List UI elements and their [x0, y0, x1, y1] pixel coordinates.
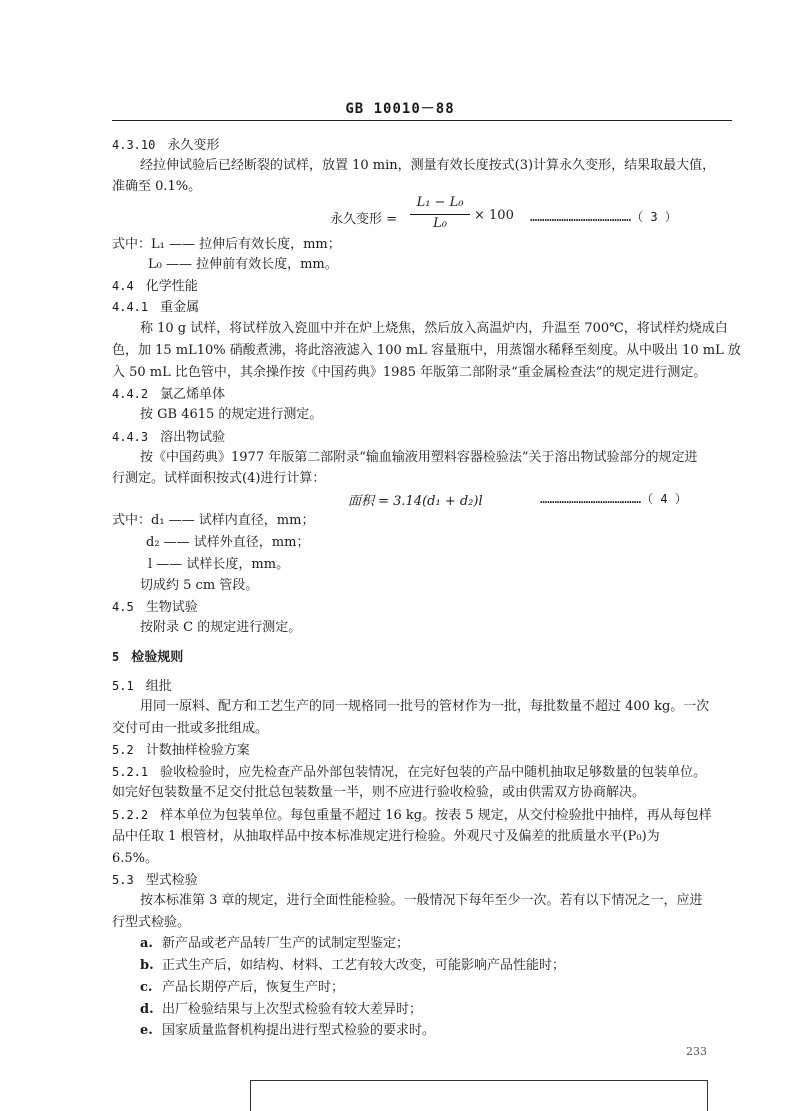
paragraph: 准确至 0.1%。	[112, 179, 202, 194]
list-item: e. 国家质量监督机构提出进行型式检验的要求时。	[140, 1023, 436, 1038]
section-5-1-heading: 5.1 组批	[112, 679, 172, 694]
equation-3-left: 永久变形 =	[330, 212, 398, 227]
paragraph: 6.5%。	[112, 851, 159, 866]
paragraph: 经拉伸试验后已经断裂的试样，放置 10 min，测量有效长度按式(3)计算永久变形，结果取最大值，	[140, 158, 716, 173]
paragraph: 称 10 g 试样，将试样放入瓷皿中并在炉上烧焦，然后放入高温炉内，升温至 700℃，将试样灼烧成白	[140, 321, 728, 336]
where-clause: L₀ —— 拉伸前有效长度，mm。	[148, 257, 338, 272]
paragraph: 交付可由一批或多批组成。	[112, 721, 269, 736]
list-item: d. 出厂检验结果与上次型式检验有较大差异时；	[140, 1002, 423, 1017]
header-rule	[112, 120, 732, 121]
equation-3-number: ……………………………………（ 3 ）	[530, 210, 677, 224]
paragraph: 按 GB 4615 的规定进行测定。	[140, 407, 323, 422]
list-item: c. 产品长期停产后，恢复生产时；	[140, 980, 345, 995]
equation-4: 面积 = 3.14(d₁ + d₂)l	[348, 494, 483, 509]
list-item: a. 新产品或老产品转厂生产的试制定型鉴定；	[140, 936, 410, 951]
equation-4-number: ……………………………………（ 4 ）	[540, 492, 687, 506]
paragraph: 切成约 5 cm 管段。	[140, 578, 259, 593]
section-5-2-heading: 5.2 计数抽样检验方案	[112, 743, 250, 758]
section-4-4-heading: 4.4 化学性能	[112, 279, 198, 294]
section-5-3-heading: 5.3 型式检验	[112, 873, 198, 888]
paragraph: 按《中国药典》1977 年版第二部附录“输血输液用塑料容器检验法”关于溶出物试验部分的规定进	[140, 450, 698, 465]
section-4-4-1-heading: 4.4.1 重金属	[112, 300, 200, 315]
paragraph: 行型式检验。	[112, 915, 191, 930]
section-4-5-heading: 4.5 生物试验	[112, 600, 198, 615]
section-4-3-10-heading: 4.3.10 永久变形	[112, 138, 220, 153]
where-clause: l —— 试样长度，mm。	[148, 557, 290, 572]
paragraph: 按本标准第 3 章的规定，进行全面性能检验。一般情况下每年至少一次。若有以下情况之一，应进	[140, 893, 703, 908]
where-clause: 式中：d₁ —— 试样内直径，mm；	[112, 513, 315, 528]
paragraph: 品中任取 1 根管材，从抽取样品中按本标准规定进行检验。外观尺寸及偏差的批质量水平(P₀)为	[112, 829, 660, 844]
where-clause: 式中：L₁ —— 拉伸后有效长度，mm；	[112, 237, 341, 252]
paragraph: 按附录 C 的规定进行测定。	[140, 620, 302, 635]
section-4-4-2-heading: 4.4.2 氯乙烯单体	[112, 387, 226, 402]
bottom-frame	[250, 1080, 708, 1111]
list-item: b. 正式生产后，如结构、材料、工艺有较大改变，可能影响产品性能时；	[140, 958, 566, 973]
equation-3-denominator: L₀	[433, 216, 447, 231]
fraction-bar	[410, 214, 470, 215]
paragraph: 色，加 15 mL10% 硝酸煮沸，将此溶液滤入 100 mL 容量瓶中，用蒸馏水稀释至刻度。从中吸出 10 mL 放	[112, 343, 741, 358]
equation-3-right: × 100	[474, 208, 514, 223]
paragraph: 行测定。试样面积按式(4)进行计算：	[112, 471, 326, 486]
section-5-heading: 5 检验规则	[112, 650, 184, 665]
section-5-2-2-paragraph: 5.2.2 样本单位为包装单位。每包重量不超过 16 kg。按表 5 规定，从交付检验批中抽样，再从每包样	[112, 808, 712, 823]
document-header: GB 10010－88	[345, 101, 455, 117]
equation-3-numerator: L₁ − L₀	[416, 195, 464, 210]
paragraph: 如完好包装数量不足交付批总包装数量一半，则不应进行验收检验，或由供需双方协商解决。	[112, 785, 646, 800]
section-4-4-3-heading: 4.4.3 溶出物试验	[112, 430, 226, 445]
section-5-2-1-paragraph: 5.2.1 验收检验时，应先检查产品外部包装情况，在完好包装的产品中随机抽取足够数量的包装单位。	[112, 765, 707, 780]
paragraph: 入 50 mL 比色管中，其余操作按《中国药典》1985 年版第二部附录“重金属检查法”的规定进行测定。	[112, 365, 707, 380]
where-clause: d₂ —— 试样外直径，mm；	[146, 535, 310, 550]
page-number: 233	[686, 1045, 707, 1058]
paragraph: 用同一原料、配方和工艺生产的同一规格同一批号的管材作为一批，每批数量不超过 400 kg。一次	[140, 699, 710, 714]
